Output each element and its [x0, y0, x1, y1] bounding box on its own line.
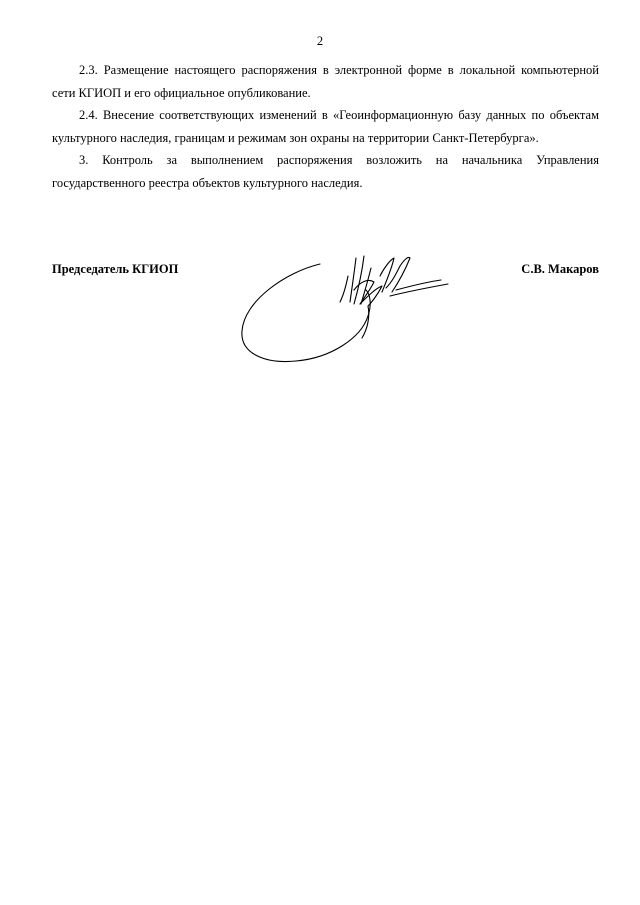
- handwritten-signature: [236, 246, 466, 376]
- document-body: [52, 59, 599, 194]
- paragraph-3: 3. Контроль за выполнением распоряжения возложить на начальника Управления государственного реестра объектов культурного наследия.: [52, 153, 599, 190]
- paragraph-2-3: 2.3. Размещение настоящего распоряжения в электронной форме в локальной компьютерной сети КГИОП и его официальное опубликование.: [52, 63, 599, 100]
- page-number: 2: [316, 34, 324, 48]
- paragraph-2-4: 2.4. Внесение соответствующих изменений в «Геоинформационную базу данных по объектам культурного наследия, границам и режимам зон охраны на территории Санкт-Петербурга».: [52, 108, 599, 145]
- signer-name: С.В. Макаров: [521, 262, 599, 276]
- signer-title: Председатель КГИОП: [52, 262, 179, 276]
